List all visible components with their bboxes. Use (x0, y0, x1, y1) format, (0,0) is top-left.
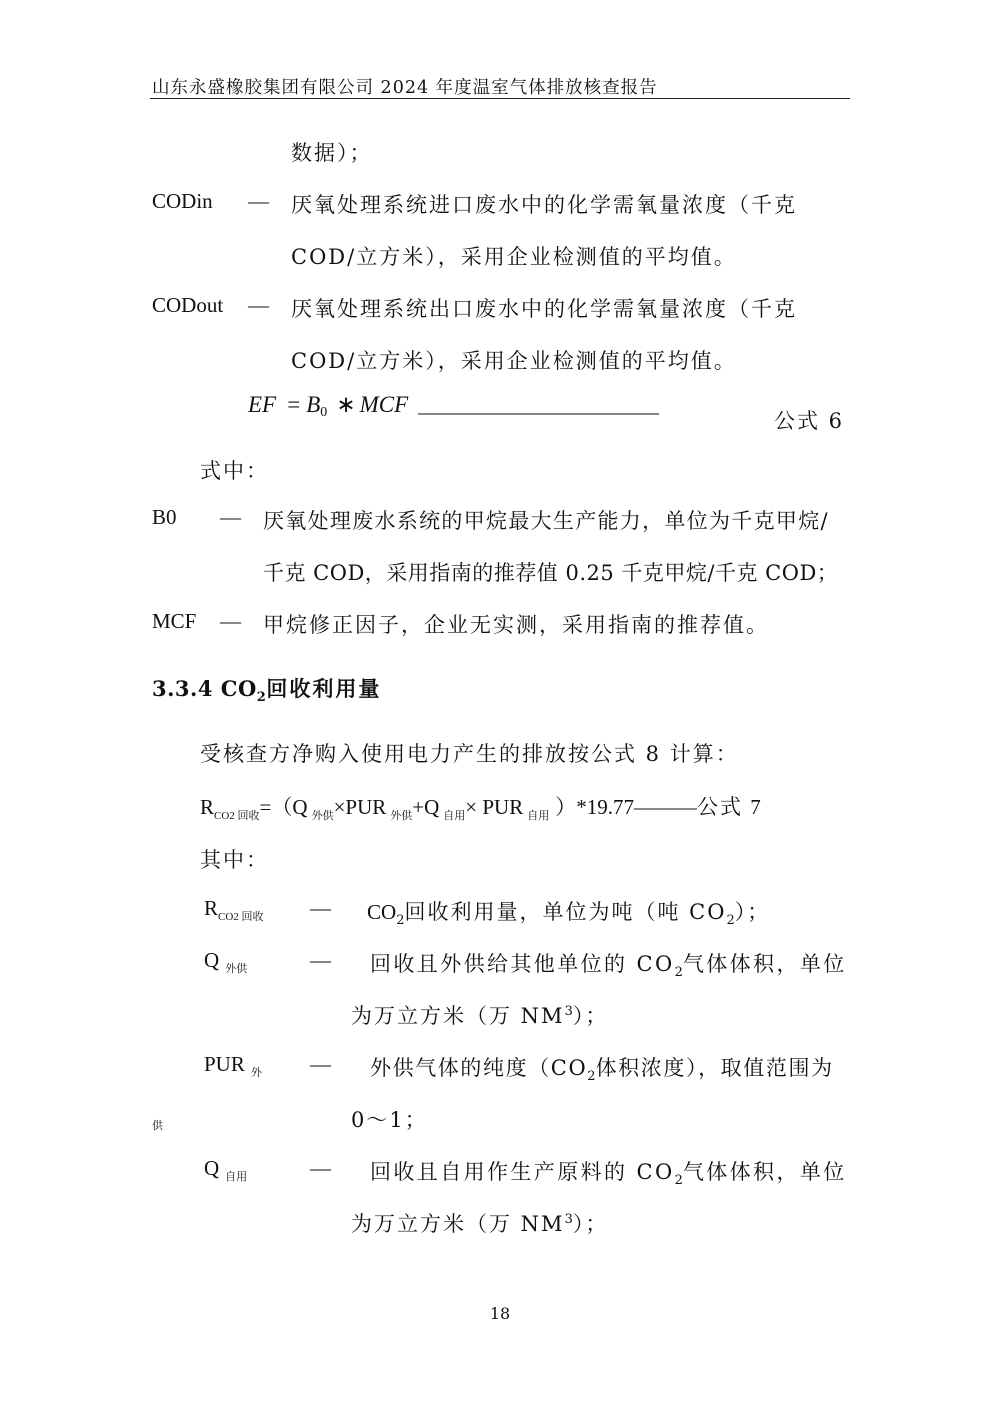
term-pur-text: PUR (204, 1052, 245, 1076)
formula-op: ∗ (336, 392, 356, 417)
definition-codin: 厌氧处理系统进口废水中的化学需氧量浓度（千克 (291, 193, 797, 217)
term-pur-sub: 外 (250, 1067, 262, 1080)
def-qz-end: 气体体积，单位 (682, 1160, 847, 1184)
formula-7-label: 公式 7 (696, 795, 763, 819)
definition-pur-cont: 0～1； (351, 1108, 428, 1132)
def-pur-sub: 2 (587, 1069, 596, 1085)
f7-c-sub: 自用 (443, 810, 466, 823)
definition-q-ziyong-cont (351, 1208, 608, 1238)
formula-eq: = (287, 392, 301, 417)
def-qz-sub: 2 (674, 1173, 683, 1189)
formula-b-sub: 0 (320, 405, 328, 421)
definition-r (367, 896, 770, 928)
formula-ef: EF (248, 392, 277, 417)
page-number: 18 (489, 1304, 511, 1323)
page-header: 山东永盛橡胶集团有限公司 2024 年度温室气体排放核查报告 (152, 78, 658, 98)
f7-d: × PUR (465, 795, 524, 819)
definition-mcf: 甲烷修正因子，企业无实测，采用指南的推荐值。 (263, 613, 769, 637)
term-codout: CODout (152, 293, 224, 317)
term-q2-sub: 自用 (225, 1171, 248, 1184)
formula-6-leader: ———————————— (418, 400, 658, 424)
term-mcf: MCF (152, 609, 197, 633)
definition-q-waigong (370, 948, 847, 980)
definition-pur (370, 1052, 834, 1084)
section-heading (152, 673, 381, 705)
definition-q-waigong-cont (351, 1000, 608, 1030)
definition-codout: 厌氧处理系统出口废水中的化学需氧量浓度（千克 (291, 297, 797, 321)
header-rule (150, 98, 850, 99)
formula-mcf: MCF (359, 392, 409, 417)
def-qw-cont: 为万立方米（万 NM (351, 1004, 565, 1028)
term-pur (204, 1052, 262, 1080)
def-qw-sub: 2 (674, 965, 683, 981)
dash: — (310, 948, 331, 972)
continued-text: 数据）； (291, 141, 373, 165)
wherein-label-2: 其中： (200, 848, 269, 872)
f7-a: =（Q (259, 795, 308, 819)
definition-b0: 厌氧处理废水系统的甲烷最大生产能力，单位为千克甲烷/ (263, 509, 829, 533)
f7-d-sub: 自用 (527, 810, 550, 823)
term-pur-sub-wrap: 供 (152, 1119, 163, 1132)
def-qw-text: 回收且外供给其他单位的 CO (370, 952, 675, 976)
dash: — (220, 609, 241, 633)
def-r-text: 回收利用量，单位为吨（吨 CO (404, 900, 727, 924)
def-qz-cont: 为万立方米（万 NM (351, 1212, 565, 1236)
section-co-sub: 2 (256, 690, 267, 706)
dash: — (220, 505, 241, 529)
term-q-waigong (204, 948, 247, 976)
dash: — (310, 1156, 331, 1180)
f7-r: R (200, 795, 215, 819)
term-r: R (204, 896, 219, 920)
term-q2: Q (204, 1156, 220, 1180)
intro-text: 受核查方净购入使用电力产生的排放按公式 8 计算： (200, 742, 739, 766)
section-co: CO (220, 676, 257, 701)
def-r-co: CO (367, 900, 397, 924)
term-r-sub: CO2 回收 (218, 911, 264, 924)
term-q-ziyong (204, 1156, 247, 1184)
dash: — (310, 1052, 331, 1076)
formula-6 (248, 392, 408, 421)
term-r-co2 (204, 896, 264, 924)
def-qw-cont-end: ）； (572, 1004, 609, 1028)
def-r-text-sub: 2 (726, 913, 735, 929)
f7-e: ）*19.77——— (555, 795, 697, 819)
f7-a-sub: 外供 (311, 810, 334, 823)
def-qz-sup: 3 (564, 1212, 573, 1227)
f7-b-sub: 外供 (390, 810, 413, 823)
wherein-label: 式中： (200, 459, 269, 483)
def-pur-end: 体积浓度），取值范围为 (595, 1056, 834, 1080)
f7-c: +Q (412, 795, 440, 819)
definition-codin-cont: COD/立方米），采用企业检测值的平均值。 (291, 245, 737, 269)
def-r-co-sub: 2 (396, 913, 405, 929)
formula-6-label: 公式 6 (774, 409, 845, 433)
term-codin: CODin (152, 189, 213, 213)
def-qz-text: 回收且自用作生产原料的 CO (370, 1160, 675, 1184)
def-qz-cont-end: ）； (572, 1212, 609, 1236)
term-q-sub: 外供 (225, 963, 248, 976)
def-pur-text: 外供气体的纯度（CO (370, 1056, 588, 1080)
formula-b: B (306, 392, 321, 417)
dash: — (248, 293, 269, 317)
formula-7 (200, 791, 763, 823)
def-qw-sup: 3 (564, 1004, 573, 1019)
definition-q-ziyong (370, 1156, 847, 1188)
section-title: 回收利用量 (266, 676, 382, 701)
section-number: 3.3.4 (152, 676, 213, 701)
dash: — (248, 189, 269, 213)
f7-r-sub: CO2 回收 (214, 810, 260, 823)
dash: — (310, 896, 331, 920)
def-r-end: ）； (734, 900, 771, 924)
definition-codout-cont: COD/立方米），采用企业检测值的平均值。 (291, 349, 737, 373)
term-q: Q (204, 948, 220, 972)
def-qw-end: 气体体积，单位 (682, 952, 847, 976)
f7-b: ×PUR (333, 795, 387, 819)
definition-b0-cont: 千克 COD，采用指南的推荐值 0.25 千克甲烷/千克 COD； (263, 561, 839, 585)
term-b0: B0 (152, 505, 177, 529)
